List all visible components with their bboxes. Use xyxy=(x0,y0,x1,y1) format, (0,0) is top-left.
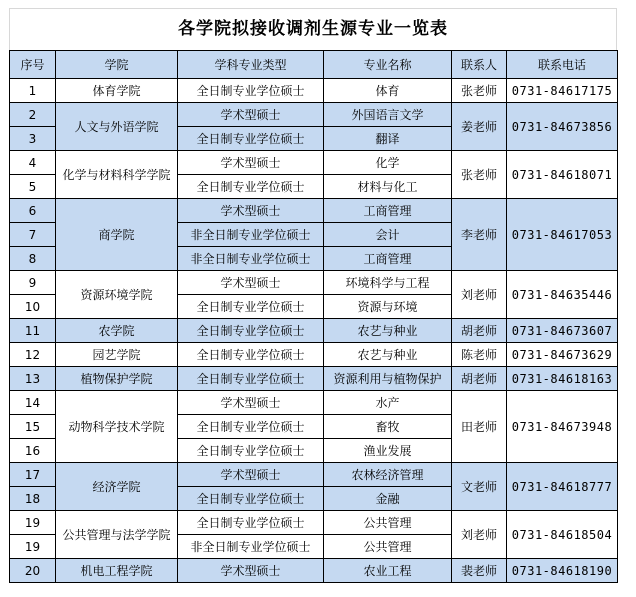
row-number-cell: 18 xyxy=(10,487,56,511)
phone-cell: 0731-84618504 xyxy=(507,511,618,559)
college-cell: 商学院 xyxy=(56,199,178,271)
column-header-no: 序号 xyxy=(10,51,56,79)
degree-type-cell: 非全日制专业学位硕士 xyxy=(178,535,324,559)
major-name-cell: 外国语言文学 xyxy=(324,103,452,127)
major-name-cell: 农业工程 xyxy=(324,559,452,583)
table-row xyxy=(10,79,618,103)
spreadsheet xyxy=(9,8,617,588)
college-cell: 农学院 xyxy=(56,319,178,343)
degree-type-cell: 学术型硕士 xyxy=(178,199,324,223)
contact-cell: 胡老师 xyxy=(452,319,507,343)
degree-type-cell: 学术型硕士 xyxy=(178,103,324,127)
row-number-cell: 2 xyxy=(10,103,56,127)
contact-cell: 胡老师 xyxy=(452,367,507,391)
majors-table xyxy=(9,50,618,583)
major-name-cell: 金融 xyxy=(324,487,452,511)
phone-cell: 0731-84617053 xyxy=(507,199,618,271)
degree-type-cell: 全日制专业学位硕士 xyxy=(178,175,324,199)
row-number-cell: 16 xyxy=(10,439,56,463)
degree-type-cell: 全日制专业学位硕士 xyxy=(178,127,324,151)
table-row xyxy=(10,151,618,175)
college-cell: 园艺学院 xyxy=(56,343,178,367)
college-cell: 公共管理与法学学院 xyxy=(56,511,178,559)
contact-cell: 裴老师 xyxy=(452,559,507,583)
contact-cell: 张老师 xyxy=(452,79,507,103)
column-header-type: 学科专业类型 xyxy=(178,51,324,79)
degree-type-cell: 学术型硕士 xyxy=(178,559,324,583)
major-name-cell: 水产 xyxy=(324,391,452,415)
degree-type-cell: 全日制专业学位硕士 xyxy=(178,487,324,511)
degree-type-cell: 学术型硕士 xyxy=(178,391,324,415)
degree-type-cell: 全日制专业学位硕士 xyxy=(178,415,324,439)
college-cell: 植物保护学院 xyxy=(56,367,178,391)
degree-type-cell: 非全日制专业学位硕士 xyxy=(178,223,324,247)
table-row xyxy=(10,463,618,487)
row-number-cell: 9 xyxy=(10,271,56,295)
table-row xyxy=(10,343,618,367)
college-cell: 人文与外语学院 xyxy=(56,103,178,151)
phone-cell: 0731-84618777 xyxy=(507,463,618,511)
row-number-cell: 13 xyxy=(10,367,56,391)
phone-cell: 0731-84618163 xyxy=(507,367,618,391)
table-row xyxy=(10,271,618,295)
row-number-cell: 19 xyxy=(10,535,56,559)
phone-cell: 0731-84617175 xyxy=(507,79,618,103)
college-cell: 动物科学技术学院 xyxy=(56,391,178,463)
row-number-cell: 15 xyxy=(10,415,56,439)
major-name-cell: 体育 xyxy=(324,79,452,103)
college-cell: 资源环境学院 xyxy=(56,271,178,319)
major-name-cell: 工商管理 xyxy=(324,199,452,223)
table-body xyxy=(10,79,618,583)
table-row xyxy=(10,559,618,583)
row-number-cell: 6 xyxy=(10,199,56,223)
contact-cell: 姜老师 xyxy=(452,103,507,151)
major-name-cell: 会计 xyxy=(324,223,452,247)
table-row xyxy=(10,391,618,415)
contact-cell: 田老师 xyxy=(452,391,507,463)
major-name-cell: 公共管理 xyxy=(324,535,452,559)
degree-type-cell: 学术型硕士 xyxy=(178,271,324,295)
major-name-cell: 农艺与种业 xyxy=(324,343,452,367)
row-number-cell: 3 xyxy=(10,127,56,151)
major-name-cell: 渔业发展 xyxy=(324,439,452,463)
row-number-cell: 7 xyxy=(10,223,56,247)
degree-type-cell: 非全日制专业学位硕士 xyxy=(178,247,324,271)
contact-cell: 李老师 xyxy=(452,199,507,271)
phone-cell: 0731-84673629 xyxy=(507,343,618,367)
degree-type-cell: 全日制专业学位硕士 xyxy=(178,511,324,535)
college-cell: 化学与材料科学学院 xyxy=(56,151,178,199)
phone-cell: 0731-84635446 xyxy=(507,271,618,319)
degree-type-cell: 全日制专业学位硕士 xyxy=(178,343,324,367)
contact-cell: 陈老师 xyxy=(452,343,507,367)
table-row xyxy=(10,319,618,343)
degree-type-cell: 全日制专业学位硕士 xyxy=(178,295,324,319)
college-cell: 体育学院 xyxy=(56,79,178,103)
header-row xyxy=(10,51,618,79)
row-number-cell: 8 xyxy=(10,247,56,271)
major-name-cell: 化学 xyxy=(324,151,452,175)
row-number-cell: 1 xyxy=(10,79,56,103)
row-number-cell: 12 xyxy=(10,343,56,367)
college-cell: 机电工程学院 xyxy=(56,559,178,583)
contact-cell: 刘老师 xyxy=(452,511,507,559)
major-name-cell: 材料与化工 xyxy=(324,175,452,199)
row-number-cell: 14 xyxy=(10,391,56,415)
major-name-cell: 环境科学与工程 xyxy=(324,271,452,295)
phone-cell: 0731-84673607 xyxy=(507,319,618,343)
table-row xyxy=(10,199,618,223)
table-row xyxy=(10,103,618,127)
degree-type-cell: 学术型硕士 xyxy=(178,463,324,487)
contact-cell: 刘老师 xyxy=(452,271,507,319)
table-row xyxy=(10,511,618,535)
row-number-cell: 11 xyxy=(10,319,56,343)
row-number-cell: 20 xyxy=(10,559,56,583)
column-header-phone: 联系电话 xyxy=(507,51,618,79)
degree-type-cell: 全日制专业学位硕士 xyxy=(178,439,324,463)
row-number-cell: 17 xyxy=(10,463,56,487)
row-number-cell: 19 xyxy=(10,511,56,535)
major-name-cell: 农艺与种业 xyxy=(324,319,452,343)
degree-type-cell: 全日制专业学位硕士 xyxy=(178,319,324,343)
contact-cell: 张老师 xyxy=(452,151,507,199)
phone-cell: 0731-84673856 xyxy=(507,103,618,151)
major-name-cell: 公共管理 xyxy=(324,511,452,535)
major-name-cell: 资源与环境 xyxy=(324,295,452,319)
major-name-cell: 资源利用与植物保护 xyxy=(324,367,452,391)
row-number-cell: 10 xyxy=(10,295,56,319)
phone-cell: 0731-84618071 xyxy=(507,151,618,199)
table-row xyxy=(10,367,618,391)
degree-type-cell: 学术型硕士 xyxy=(178,151,324,175)
major-name-cell: 农林经济管理 xyxy=(324,463,452,487)
major-name-cell: 翻译 xyxy=(324,127,452,151)
row-number-cell: 4 xyxy=(10,151,56,175)
column-header-major: 专业名称 xyxy=(324,51,452,79)
degree-type-cell: 全日制专业学位硕士 xyxy=(178,367,324,391)
contact-cell: 文老师 xyxy=(452,463,507,511)
major-name-cell: 工商管理 xyxy=(324,247,452,271)
phone-cell: 0731-84673948 xyxy=(507,391,618,463)
phone-cell: 0731-84618190 xyxy=(507,559,618,583)
page-title: 各学院拟接收调剂生源专业一览表 xyxy=(9,8,617,50)
degree-type-cell: 全日制专业学位硕士 xyxy=(178,79,324,103)
major-name-cell: 畜牧 xyxy=(324,415,452,439)
column-header-college: 学院 xyxy=(56,51,178,79)
college-cell: 经济学院 xyxy=(56,463,178,511)
column-header-contact: 联系人 xyxy=(452,51,507,79)
row-number-cell: 5 xyxy=(10,175,56,199)
